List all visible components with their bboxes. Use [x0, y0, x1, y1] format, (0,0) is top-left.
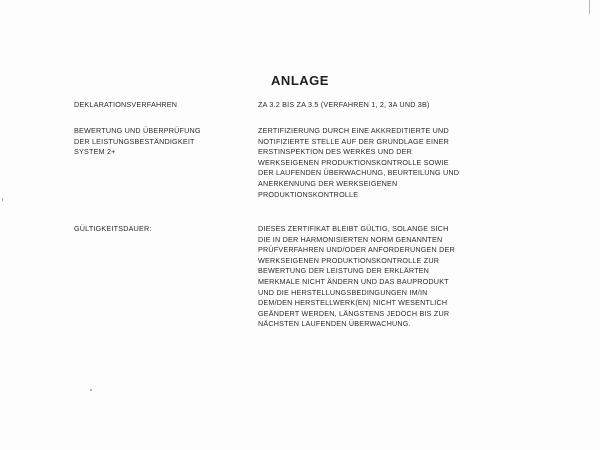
scan-speck [2, 198, 3, 201]
row-value: DIESES ZERTIFIKAT BLEIBT GÜLTIG, SOLANGE SICH DIE IN DER HARMONISIERTEN NORM GENANNTEN PRÜFVERFAHREN UND/ODER ANFORDERUNGEN DER WERKSEIGENEN PRODUKTIONSKONTROLLE ZUR BEWERTUNG DER LEISTUNG DER ERKLÄRTEN MERKMALE NICHT ÄNDERN UND DAS BAUPRODUKT UND DIE HERSTELLUNGSBEDINGUNGEN IM/IN DEM/DEN HERSTELLWERK(EN) NICHT WESENTLICH GEÄNDERT WERDEN, LÄNGSTENS JEDOCH BIS ZUR NÄCHSTEN LAUFENDEN ÜBERWACHUNG. [258, 224, 455, 329]
scan-edge-mark [589, 0, 590, 14]
row-value: ZA 3.2 BIS ZA 3.5 (VERFAHREN 1, 2, 3A UND 3B) [258, 100, 430, 109]
scan-speck [90, 389, 92, 391]
page-title: ANLAGE [271, 73, 329, 88]
row-label: GÜLTIGKEITSDAUER: [74, 224, 152, 233]
row-label: BEWERTUNG UND ÜBERPRÜFUNG DER LEISTUNGSBESTÄNDIGKEIT SYSTEM 2+ [74, 126, 201, 157]
row-value: ZERTIFIZIERUNG DURCH EINE AKKREDITIERTE UND NOTIFIZIERTE STELLE AUF DER GRUNDLAGE EINER ERSTINSPEKTION DES WERKES UND DER WERKSEIGENEN PRODUKTIONSKONTROLLE SOWIE DER LAUFENDEN ÜBERWACHUNG, BEURTEILUNG UND ANERKENNUNG DER WERKSEIGENEN PRODUKTIONSKONTROLLE [258, 126, 460, 199]
row-label: DEKLARATIONSVERFAHREN [74, 100, 178, 109]
